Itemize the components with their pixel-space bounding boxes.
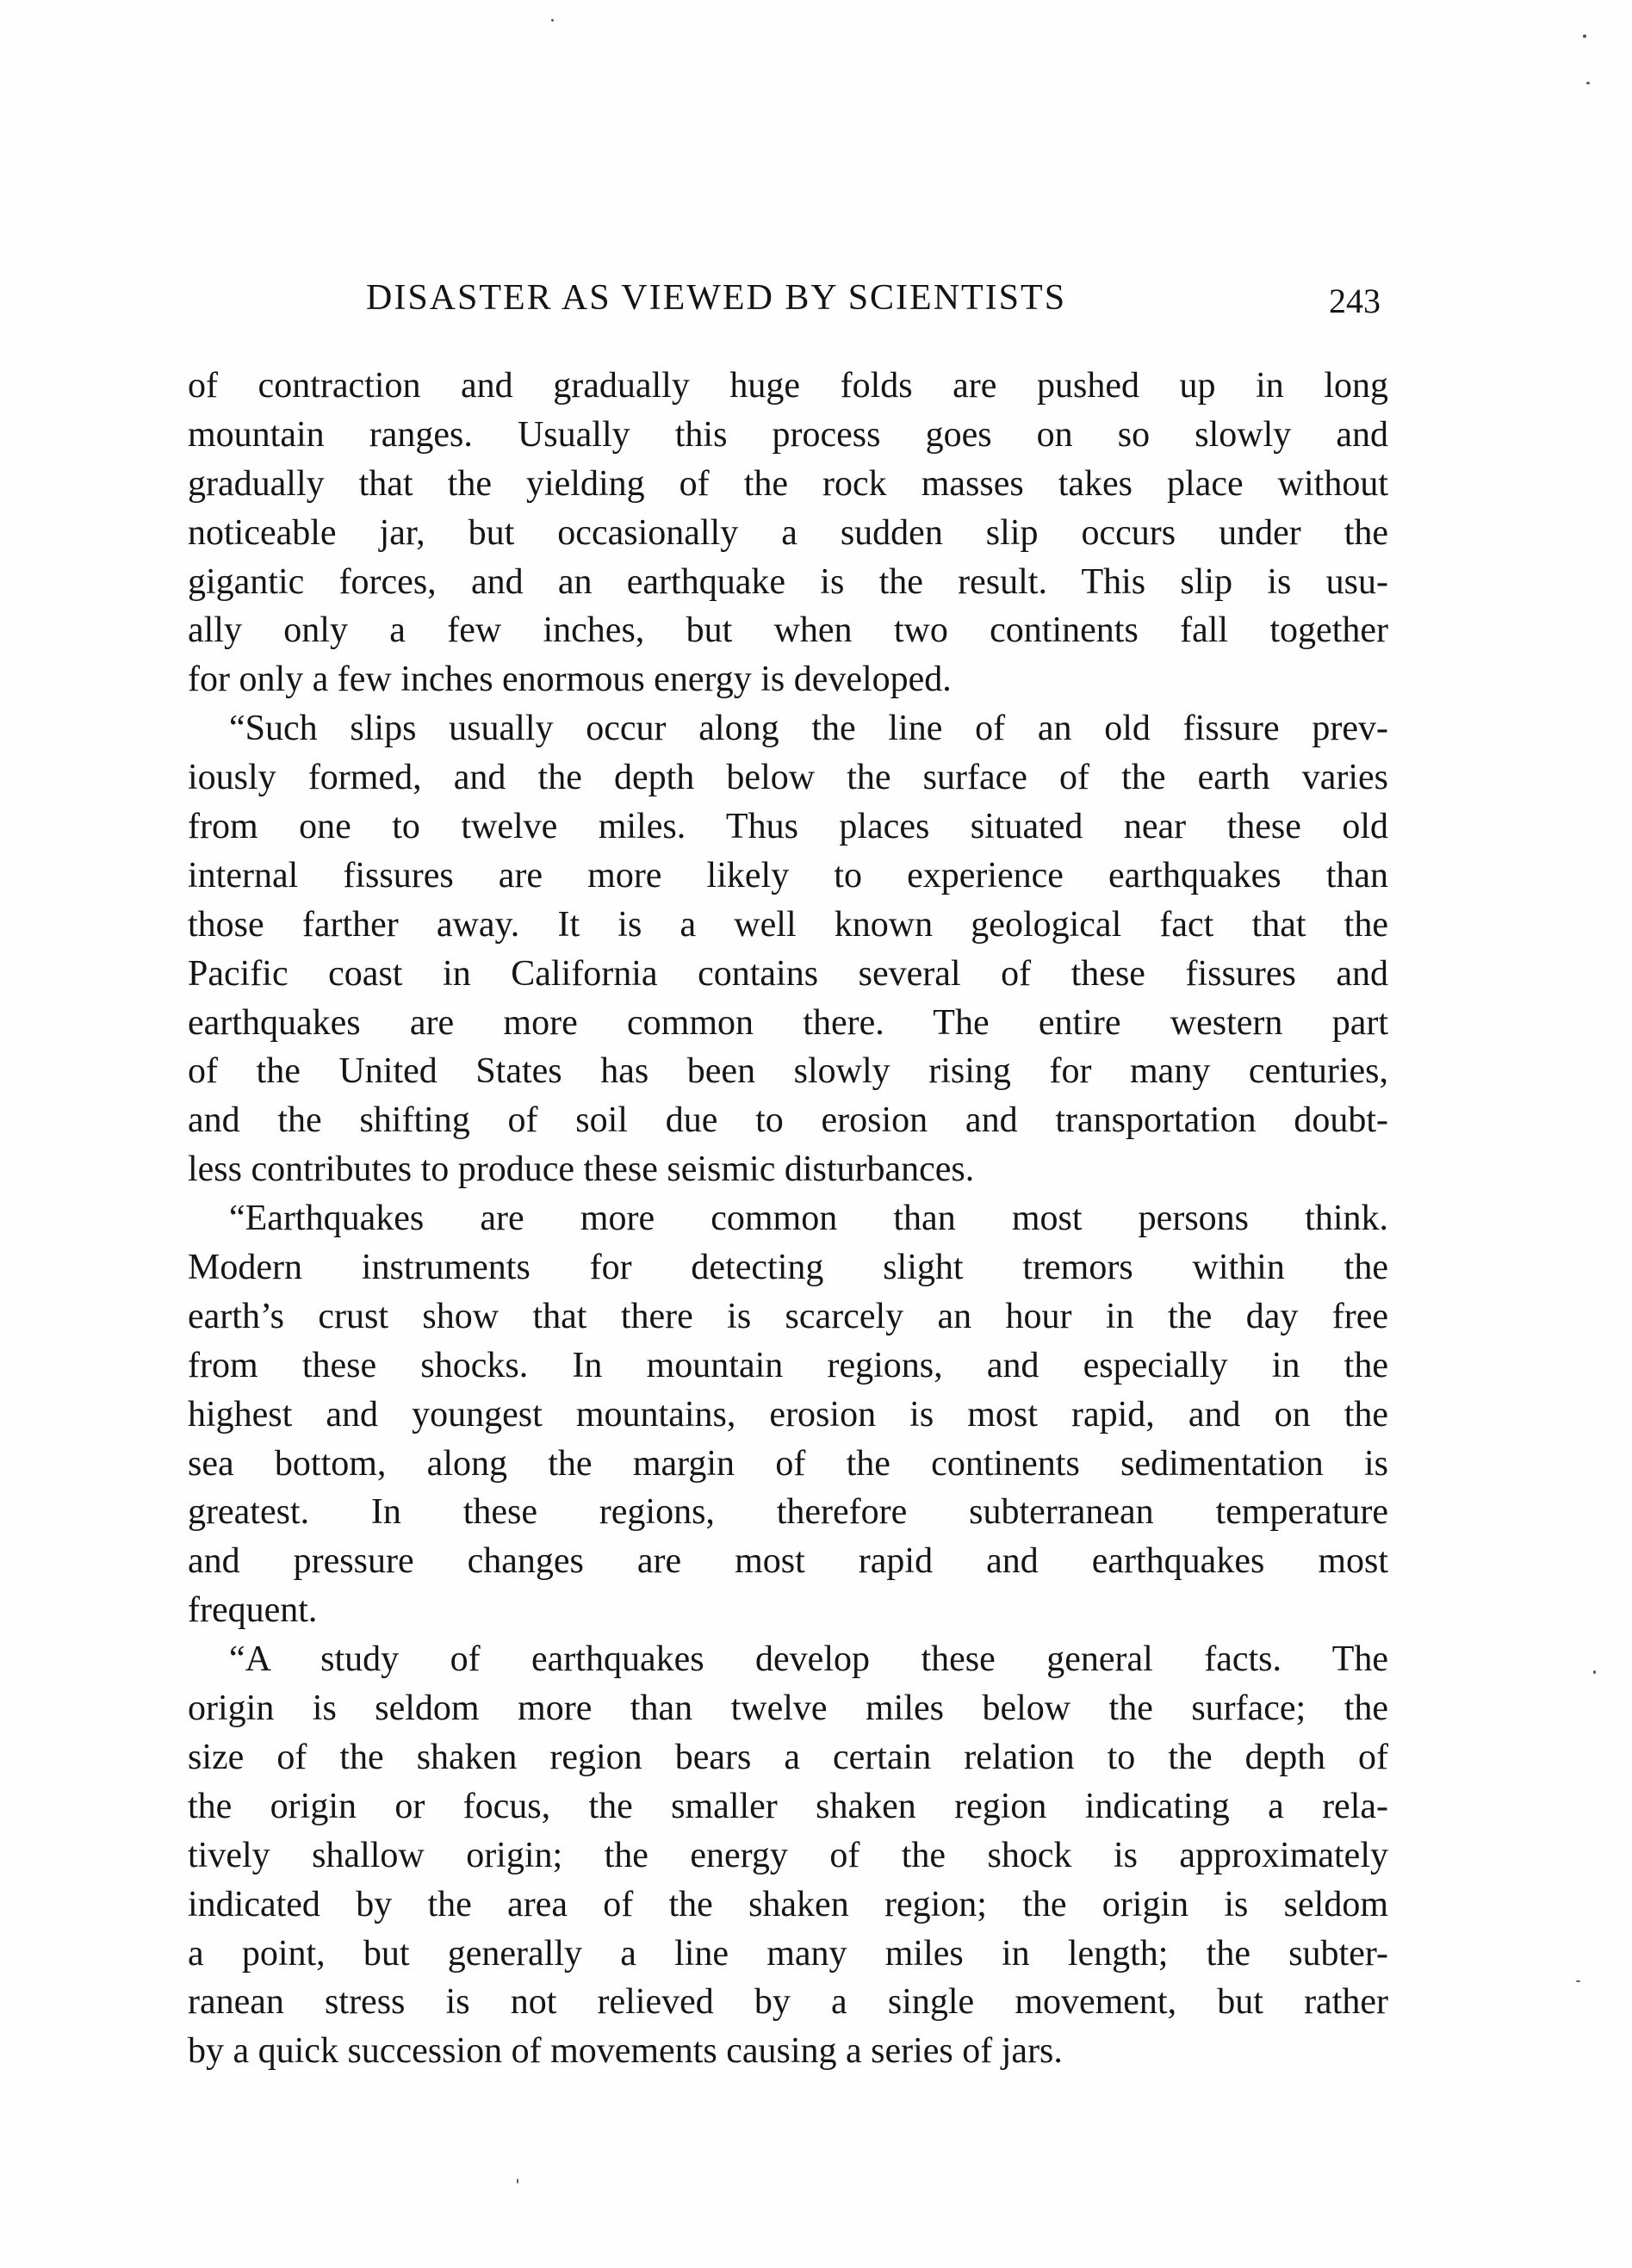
text-line: of contraction and gradually huge folds are pushed up in long [188, 366, 1388, 406]
text-line: gigantic forces, and an earthquake is the result. This slip is usu- [188, 561, 1388, 602]
text-line: origin is seldom more than twelve miles below the surface; the [188, 1689, 1388, 1729]
text-line: indicated by the area of the shaken region; the origin is seldom [188, 1884, 1388, 1924]
text-line: earth’s crust show that there is scarcely an hour in the day free [188, 1296, 1388, 1336]
text-line: greatest. In these regions, therefore subterranean temperature [188, 1492, 1388, 1533]
text-line: iously formed, and the depth below the surface of the earth varies [188, 758, 1388, 798]
scan-speck [1586, 82, 1590, 84]
text-line: frequent. [188, 1590, 318, 1631]
text-line: tively shallow origin; the energy of the shock is approximately [188, 1835, 1388, 1875]
text-line: size of the shaken region bears a certain relation to the depth of [188, 1737, 1388, 1777]
text-line: a point, but generally a line many miles in length; the subter- [188, 1933, 1388, 1974]
text-line: “A study of earthquakes develop these general facts. The [229, 1639, 1388, 1680]
scan-speck [1593, 1670, 1596, 1674]
text-line: from these shocks. In mountain regions, and especially in the [188, 1345, 1388, 1385]
text-line: for only a few inches enormous energy is developed. [188, 660, 952, 700]
text-line: internal fissures are more likely to experience earthquakes than [188, 855, 1388, 895]
text-line: less contributes to produce these seismic disturbances. [188, 1149, 975, 1190]
text-line: and pressure changes are most rapid and earthquakes most [188, 1541, 1388, 1582]
text-line: gradually that the yielding of the rock masses takes place without [188, 463, 1388, 504]
text-line: “Earthquakes are more common than most persons think. [229, 1199, 1388, 1239]
text-line: from one to twelve miles. Thus places situated near these old [188, 807, 1388, 847]
text-line: ally only a few inches, but when two continents fall together [188, 610, 1388, 651]
text-line: ranean stress is not relieved by a single movement, but rather [188, 1982, 1388, 2023]
running-title: DISASTER AS VIEWED BY SCIENTISTS [366, 278, 1067, 318]
text-line: “Such slips usually occur along the line of an old fissure prev- [229, 709, 1388, 749]
page-number: 243 [1329, 282, 1381, 320]
text-line: sea bottom, along the margin of the continents sedimentation is [188, 1443, 1388, 1484]
text-line: mountain ranges. Usually this process goes on so slowly and [188, 414, 1388, 455]
text-line: those farther away. It is a well known geological fact that the [188, 904, 1388, 945]
text-line: highest and youngest mountains, erosion is most rapid, and on the [188, 1394, 1388, 1435]
text-line: of the United States has been slowly rising for many centuries, [188, 1051, 1388, 1092]
text-line: by a quick succession of movements causing a series of jars. [188, 2031, 1063, 2072]
text-line: Pacific coast in California contains several of these fissures and [188, 953, 1388, 994]
text-line: earthquakes are more common there. The entire western part [188, 1002, 1388, 1043]
scan-speck [1583, 34, 1586, 38]
scan-speck [517, 2178, 518, 2184]
text-line: and the shifting of soil due to erosion and transportation doubt- [188, 1100, 1388, 1141]
text-line: noticeable jar, but occasionally a sudden slip occurs under the [188, 512, 1388, 553]
scan-speck [551, 19, 554, 22]
body-text [188, 362, 1388, 2076]
text-line: Modern instruments for detecting slight tremors within the [188, 1248, 1388, 1288]
scan-speck [1576, 1980, 1580, 1982]
text-line: the origin or focus, the smaller shaken region indicating a rela- [188, 1786, 1388, 1826]
